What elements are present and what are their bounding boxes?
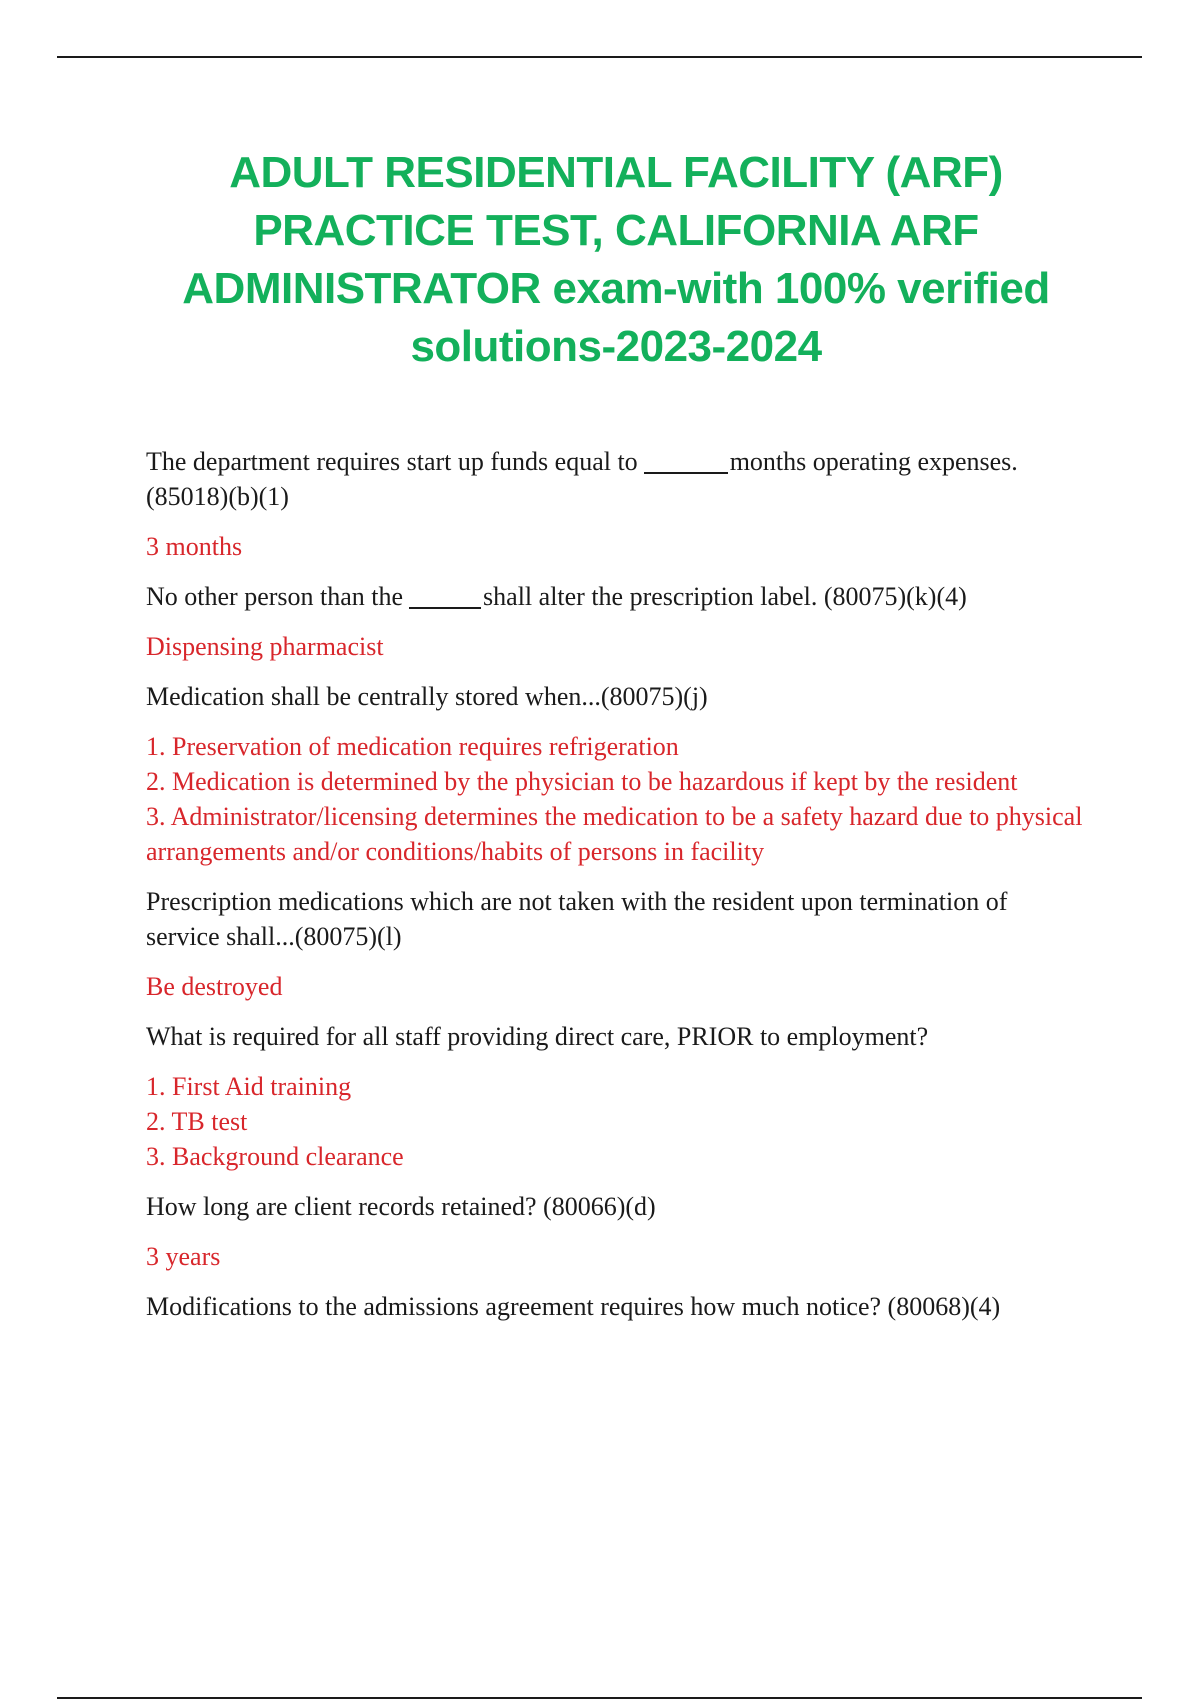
answer-3-item-3: 3. Administrator/licensing determines the medication to be a safety hazard due to physical arrangements and/or conditions/habits of persons in facility [146,802,1083,866]
bottom-rule [57,1697,1142,1699]
question-4: Prescription medications which are not taken with the resident upon termination of service shall...(80075)(l) [146,887,1008,951]
question-6: How long are client records retained? (80066)(d) [146,1192,656,1221]
question-2-text-after: shall alter the prescription label. (80075)(k)(4) [483,582,967,611]
question-1-text-before: The department requires start up funds equal to [146,447,638,476]
answer-3-item-1: 1. Preservation of medication requires refrigeration [146,732,679,761]
title-line-1: ADULT RESIDENTIAL FACILITY (ARF) [229,148,1003,197]
title-line-2: PRACTICE TEST, CALIFORNIA ARF [253,206,979,255]
answer-5-item-2: 2. TB test [146,1107,248,1136]
answer-4: Be destroyed [146,972,283,1001]
title-line-4: solutions-2023-2024 [410,322,822,371]
top-rule [57,56,1142,58]
question-2-text-before: No other person than the [146,582,404,611]
question-1 [146,444,1086,514]
question-2 [146,579,1086,614]
answer-6: 3 years [146,1242,221,1271]
answer-5-item-3: 3. Background clearance [146,1142,404,1171]
answer-1: 3 months [146,532,243,561]
fill-in-blank [644,446,728,474]
answer-3-list [146,729,1086,869]
question-5: What is required for all staff providing direct care, PRIOR to employment? [146,1022,929,1051]
question-1-text-after: months operating expenses. (85018)(b)(1) [146,447,1018,511]
answer-3-item-2: 2. Medication is determined by the physician to be hazardous if kept by the resident [146,767,1018,796]
fill-in-blank [409,581,481,609]
question-3: Medication shall be centrally stored when...(80075)(j) [146,682,708,711]
answer-2: Dispensing pharmacist [146,632,384,661]
question-7: Modifications to the admissions agreement requires how much notice? (80068)(4) [146,1292,1001,1321]
answer-5-item-1: 1. First Aid training [146,1072,352,1101]
title-line-3: ADMINISTRATOR exam-with 100% verified [182,264,1050,313]
answer-5-list [146,1069,1086,1174]
document-title [0,144,1200,376]
qa-content [146,444,1086,1339]
